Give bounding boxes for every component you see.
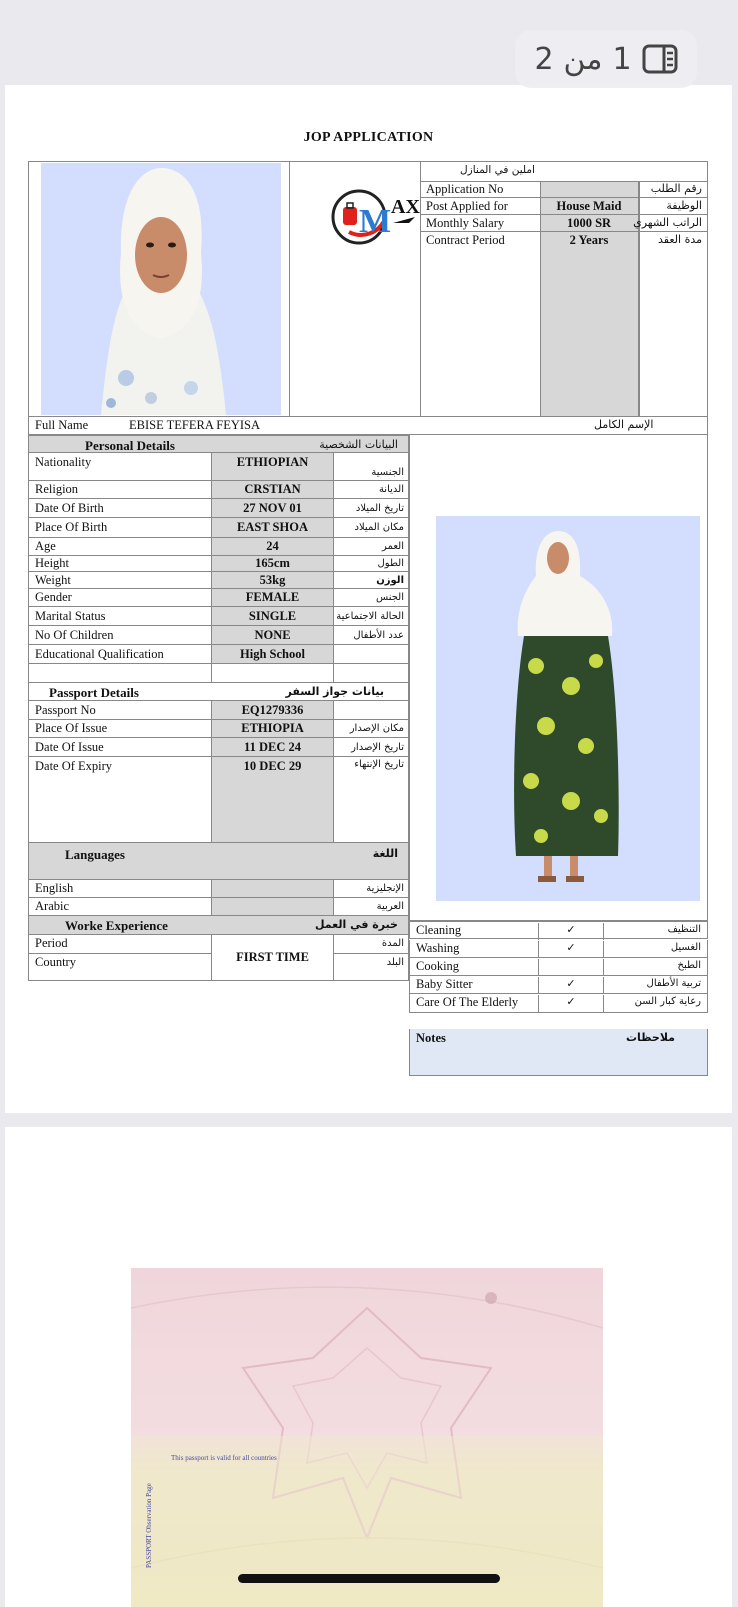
row-label: Contract Period bbox=[426, 233, 505, 247]
row-label-arabic: تاريخ الإصدار bbox=[351, 741, 404, 753]
row-value: 53kg bbox=[212, 572, 334, 588]
row-value: ETHIOPIAN bbox=[212, 453, 334, 480]
table-row bbox=[28, 645, 409, 664]
row-label: English bbox=[29, 880, 212, 897]
notes-label: Notes bbox=[416, 1031, 446, 1045]
experience-labels bbox=[29, 935, 212, 980]
row-label-arabic: الوزن bbox=[376, 574, 404, 586]
skill-check bbox=[538, 959, 604, 976]
row-label-arabic: الطول bbox=[377, 558, 404, 569]
skill-label-arabic: رعاية كبار السن bbox=[634, 996, 701, 1007]
row-label-arabic: تاريخ الإنتهاء bbox=[354, 759, 404, 770]
skill-label: Cooking bbox=[416, 959, 460, 973]
skill-label: Washing bbox=[416, 941, 460, 955]
table-row bbox=[28, 538, 409, 556]
row-label-arabic bbox=[334, 645, 410, 663]
row-label-arabic: الإنجليزية bbox=[366, 883, 404, 894]
document-page-1 bbox=[5, 85, 732, 1113]
row-value bbox=[212, 880, 334, 897]
application-row bbox=[420, 181, 708, 198]
row-value: 10 DEC 29 bbox=[212, 757, 334, 842]
row-label: Application No bbox=[426, 182, 504, 196]
row-label: Country bbox=[35, 955, 76, 969]
page-indicator[interactable] bbox=[515, 30, 697, 88]
skill-label-arabic: التنظيف bbox=[667, 924, 701, 935]
document-page-2 bbox=[5, 1127, 732, 1607]
section-title-arabic: البيانات الشخصية bbox=[319, 438, 398, 451]
skill-check: ✓ bbox=[538, 977, 604, 994]
table-row bbox=[28, 720, 409, 738]
skill-check: ✓ bbox=[538, 923, 604, 940]
languages-header bbox=[28, 843, 409, 880]
row-value bbox=[212, 664, 334, 682]
row-label: Arabic bbox=[29, 898, 212, 915]
table-row bbox=[28, 499, 409, 518]
row-value: 11 DEC 24 bbox=[212, 738, 334, 756]
row-label-arabic: الجنسية bbox=[371, 467, 404, 478]
current-page: 1 bbox=[612, 41, 632, 77]
row-label-arabic: مدة العقد bbox=[658, 233, 702, 246]
row-label: Nationality bbox=[29, 453, 212, 480]
logo-letters-ax: AX bbox=[391, 196, 420, 218]
skill-label-arabic: الغسيل bbox=[670, 942, 701, 953]
application-row bbox=[420, 232, 708, 248]
skill-label-arabic: الطبخ bbox=[677, 960, 701, 971]
section-title-arabic: خبرة في العمل bbox=[314, 918, 398, 931]
applicant-full-body-photo bbox=[436, 516, 700, 901]
table-row bbox=[28, 880, 409, 898]
row-label: Educational Qualification bbox=[29, 645, 212, 663]
full-name-label: Full Name bbox=[35, 418, 89, 432]
skill-row bbox=[409, 940, 708, 958]
row-label-arabic: الديانة bbox=[378, 484, 404, 495]
table-row bbox=[28, 898, 409, 916]
total-pages: 2 bbox=[534, 41, 554, 77]
full-name-label-arabic: الإسم الكامل bbox=[594, 418, 654, 431]
skill-label-arabic: تربية الأطفال bbox=[646, 978, 701, 989]
row-label: Marital Status bbox=[29, 607, 212, 625]
section-title: Personal Details bbox=[85, 438, 175, 453]
row-value: 27 NOV 01 bbox=[212, 499, 334, 517]
row-label-arabic: تاريخ الميلاد bbox=[355, 502, 404, 514]
table-row bbox=[28, 701, 409, 720]
work-experience-header bbox=[28, 916, 409, 935]
row-value: 165cm bbox=[212, 556, 334, 571]
table-row bbox=[28, 572, 409, 589]
table-row bbox=[28, 757, 409, 843]
row-label: Height bbox=[29, 556, 212, 571]
row-label: Date Of Issue bbox=[29, 738, 212, 756]
row-label-arabic: عدد الأطفال bbox=[353, 629, 404, 641]
table-row bbox=[28, 453, 409, 481]
home-indicator-bar[interactable] bbox=[238, 1574, 500, 1583]
application-header-block bbox=[28, 161, 708, 417]
row-value: ETHIOPIA bbox=[212, 720, 334, 737]
row-label: Monthly Salary bbox=[426, 216, 505, 230]
row-value: EAST SHOA bbox=[212, 518, 334, 537]
experience-value: FIRST TIME bbox=[212, 935, 334, 980]
row-value: FEMALE bbox=[212, 589, 334, 606]
section-title-arabic: بيانات جواز السفر bbox=[285, 685, 384, 698]
table-row bbox=[28, 664, 409, 683]
row-label-arabic bbox=[334, 701, 410, 719]
application-header-arabic: املين في المنازل bbox=[460, 164, 535, 176]
section-title: Worke Experience bbox=[65, 918, 168, 933]
table-row bbox=[28, 481, 409, 499]
section-title: Passport Details bbox=[49, 685, 139, 700]
table-row bbox=[28, 589, 409, 607]
row-value: EQ1279336 bbox=[212, 701, 334, 719]
page-separator: من bbox=[563, 41, 603, 77]
row-label: Passport No bbox=[29, 701, 212, 719]
table-row bbox=[28, 607, 409, 626]
row-label-arabic: الحالة الاجتماعية bbox=[336, 610, 404, 622]
skill-check: ✓ bbox=[538, 995, 604, 1012]
table-row bbox=[28, 518, 409, 538]
notes-label-arabic: ملاحظات bbox=[626, 1031, 675, 1044]
row-value: 2 Years bbox=[569, 233, 609, 247]
table-row bbox=[28, 556, 409, 572]
row-label-arabic: العمر bbox=[382, 541, 404, 552]
table-row bbox=[28, 738, 409, 757]
row-value: 1000 SR bbox=[566, 216, 612, 230]
row-label-arabic: رقم الطلب bbox=[650, 182, 702, 195]
applicant-portrait-photo bbox=[41, 163, 281, 415]
row-label: Post Applied for bbox=[426, 199, 508, 213]
row-label bbox=[29, 664, 212, 682]
application-info-table bbox=[420, 162, 708, 416]
row-label-arabic: المدة bbox=[334, 935, 410, 954]
row-label: Age bbox=[29, 538, 212, 555]
skill-check: ✓ bbox=[538, 941, 604, 958]
row-label-arabic: مكان الإصدار bbox=[349, 723, 404, 734]
passport-details-header bbox=[28, 683, 409, 701]
row-label-arabic bbox=[334, 664, 410, 682]
skill-row bbox=[409, 976, 708, 994]
passport-side-text: PASSPORT Observation Page bbox=[145, 1483, 153, 1568]
application-row bbox=[420, 215, 708, 232]
page-layout-icon[interactable] bbox=[642, 44, 678, 74]
full-name-value: EBISE TEFERA FEYISA bbox=[129, 418, 261, 432]
row-label-arabic: الوظيفة bbox=[666, 199, 702, 212]
section-title-arabic: اللغة bbox=[372, 847, 398, 860]
document-title: JOP APPLICATION bbox=[303, 130, 434, 145]
passport-observation-page-image bbox=[131, 1268, 603, 1607]
row-label: Date Of Expiry bbox=[29, 757, 212, 842]
row-label: Period bbox=[29, 935, 211, 954]
row-label: Gender bbox=[29, 589, 212, 606]
row-label-arabic: الراتب الشهري bbox=[633, 216, 702, 229]
notes-box bbox=[409, 1029, 708, 1076]
logo-letter-m: M bbox=[359, 203, 392, 240]
row-label: Place Of Issue bbox=[29, 720, 212, 737]
row-value: 24 bbox=[212, 538, 334, 555]
skill-row bbox=[409, 921, 708, 939]
skill-row bbox=[409, 958, 708, 976]
row-label: Religion bbox=[29, 481, 212, 498]
row-label: Place Of Birth bbox=[29, 518, 212, 537]
full-name-row bbox=[28, 417, 708, 435]
row-label: Date Of Birth bbox=[29, 499, 212, 517]
row-label-arabic: العربية bbox=[376, 901, 404, 912]
personal-details-header bbox=[28, 435, 409, 453]
row-value: CRSTIAN bbox=[212, 481, 334, 498]
row-value bbox=[212, 898, 334, 915]
row-label-arabic: الجنس bbox=[375, 592, 404, 603]
skill-row bbox=[409, 994, 708, 1013]
passport-validity-text: This passport is valid for all countries bbox=[171, 1454, 277, 1462]
row-label-arabic: مكان الميلاد bbox=[354, 522, 404, 533]
row-label: Weight bbox=[29, 572, 212, 588]
row-value: House Maid bbox=[556, 199, 622, 213]
row-value: NONE bbox=[212, 626, 334, 644]
application-row bbox=[420, 198, 708, 215]
table-row bbox=[28, 626, 409, 645]
skill-label: Baby Sitter bbox=[416, 977, 473, 991]
section-title: Languages bbox=[65, 847, 125, 862]
application-header-row bbox=[420, 162, 708, 182]
skill-label: Cleaning bbox=[416, 923, 462, 937]
divider bbox=[289, 162, 290, 416]
row-value: High School bbox=[212, 645, 334, 663]
experience-labels-arabic bbox=[334, 935, 410, 980]
row-label-arabic: البلد bbox=[386, 957, 404, 968]
row-label: No Of Children bbox=[29, 626, 212, 644]
skill-label: Care Of The Elderly bbox=[416, 995, 519, 1009]
experience-block bbox=[28, 935, 409, 981]
row-value: SINGLE bbox=[212, 607, 334, 625]
